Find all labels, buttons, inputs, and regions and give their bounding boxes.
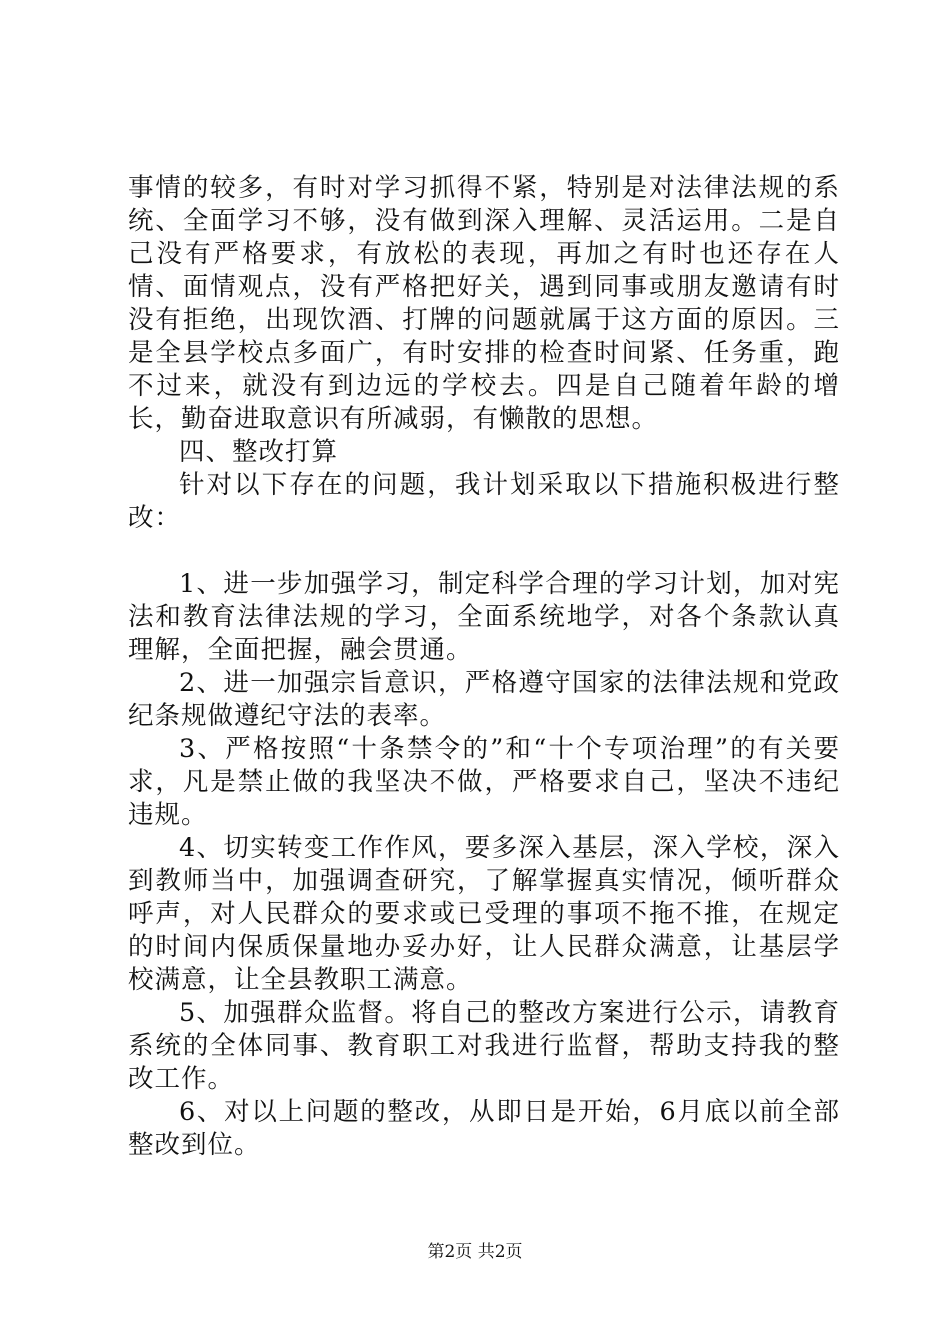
list-item: 1、进一步加强学习，制定科学合理的学习计划，加对宪法和教育法律法规的学习，全面系统地学，对各个条款认真理解，全面把握，融会贯通。 <box>128 569 840 665</box>
document-body <box>128 172 840 1162</box>
list-item: 6、对以上问题的整改，从即日是开始，6月底以前全部整改到位。 <box>128 1097 840 1160</box>
section-heading: 四、整改打算 <box>179 437 339 467</box>
list-item: 3、严格按照“十条禁令的”和“十个专项治理”的有关要求，凡是禁止做的我坚决不做，严格要求自己，坚决不违纪违规。 <box>128 734 840 830</box>
paragraph-continuation: 事情的较多，有时对学习抓得不紧，特别是对法律法规的系统、全面学习不够，没有做到深入理解、灵活运用。二是自己没有严格要求，有放松的表现，再加之有时也还存在人情、面情观点，没有严格把好关，遇到同事或朋友邀请有时没有拒绝，出现饮酒、打牌的问题就属于这方面的原因。三是全县学校点多面广，有时安排的检查时间紧、任务重，跑不过来，就没有到边远的学校去。四是自己随着年龄的增长，勤奋进取意识有所减弱，有懒散的思想。 <box>128 173 840 434</box>
list-item: 4、切实转变工作作风，要多深入基层，深入学校，深入到教师当中，加强调查研究，了解掌握真实情况，倾听群众呼声，对人民群众的要求或已受理的事项不拖不推，在规定的时间内保质保量地办妥办好，让人民群众满意，让基层学校满意，让全县教职工满意。 <box>128 833 840 995</box>
page-footer: 第2页 共2页 <box>427 1242 523 1262</box>
list-item: 5、加强群众监督。将自己的整改方案进行公示，请教育系统的全体同事、教育职工对我进行监督，帮助支持我的整改工作。 <box>128 998 840 1094</box>
list-item: 2、进一加强宗旨意识，严格遵守国家的法律法规和党政纪条规做遵纪守法的表率。 <box>128 668 840 731</box>
paragraph-intro: 针对以下存在的问题，我计划采取以下措施积极进行整改： <box>128 470 840 533</box>
